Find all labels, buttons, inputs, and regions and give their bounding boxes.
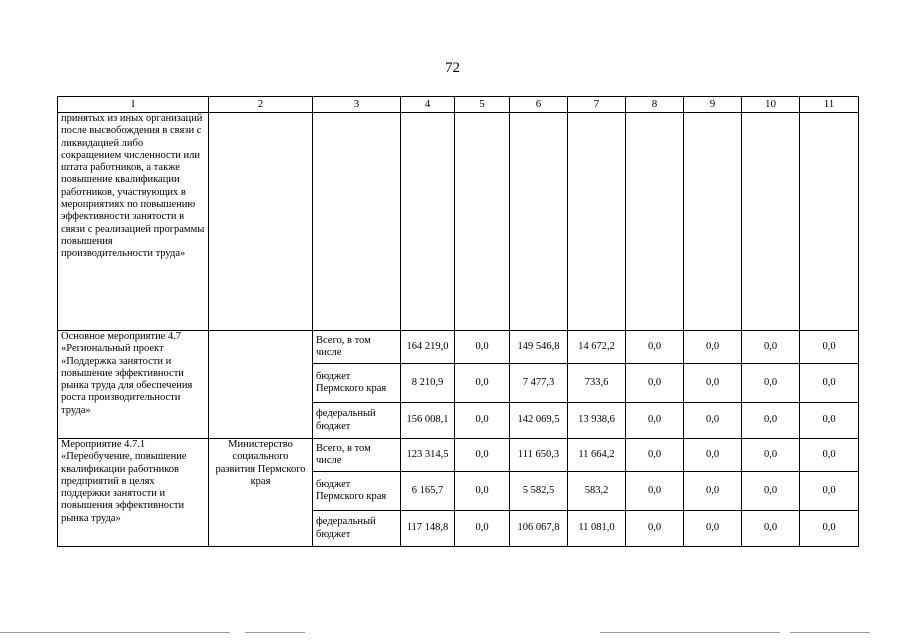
activity-name-cell: Мероприятие 4.7.1 «Переобучение, повышение квалификации работников предприятий в целях поддержки занятости и повышения эффективности рынка труда» [58,439,209,547]
budget-table [57,96,859,547]
value-cell: 11 081,0 [568,511,626,547]
value-cell: 0,0 [626,511,684,547]
empty-cell [401,113,455,331]
value-cell: 0,0 [626,331,684,364]
header-cell: 3 [313,97,401,113]
funding-source-cell: федеральный бюджет [313,511,401,547]
scan-edge-line [600,632,780,633]
value-cell: 0,0 [800,364,859,403]
value-cell: 0,0 [742,331,800,364]
scan-edge-line [0,632,230,633]
funding-source-cell: федеральный бюджет [313,403,401,439]
value-cell: 0,0 [684,331,742,364]
value-cell: 142 069,5 [510,403,568,439]
value-cell: 0,0 [626,364,684,403]
executor-cell [209,331,313,439]
header-cell: 8 [626,97,684,113]
value-cell: 0,0 [742,511,800,547]
value-cell: 0,0 [800,511,859,547]
header-cell: 1 [58,97,209,113]
value-cell: 13 938,6 [568,403,626,439]
empty-cell [209,113,313,331]
value-cell: 0,0 [626,403,684,439]
value-cell: 0,0 [684,511,742,547]
value-cell: 583,2 [568,472,626,511]
scan-edge-line [245,632,305,633]
value-cell: 0,0 [800,472,859,511]
value-cell: 0,0 [626,472,684,511]
value-cell: 0,0 [455,439,510,472]
funding-source-cell: Всего, в том числе [313,439,401,472]
header-cell: 2 [209,97,313,113]
page-number: 72 [445,60,460,76]
value-cell: 0,0 [684,439,742,472]
value-cell: 149 546,8 [510,331,568,364]
value-cell: 0,0 [742,472,800,511]
empty-cell [626,113,684,331]
value-cell: 0,0 [742,403,800,439]
value-cell: 117 148,8 [401,511,455,547]
value-cell: 7 477,3 [510,364,568,403]
value-cell: 123 314,5 [401,439,455,472]
header-cell: 5 [455,97,510,113]
empty-cell [510,113,568,331]
value-cell: 164 219,0 [401,331,455,364]
value-cell: 0,0 [455,364,510,403]
funding-source-cell: Всего, в том числе [313,331,401,364]
value-cell: 0,0 [800,331,859,364]
value-cell: 156 008,1 [401,403,455,439]
value-cell: 0,0 [742,364,800,403]
header-cell: 6 [510,97,568,113]
value-cell: 0,0 [684,403,742,439]
value-cell: 0,0 [455,403,510,439]
value-cell: 111 650,3 [510,439,568,472]
value-cell: 5 582,5 [510,472,568,511]
funding-source-cell: бюджет Пермского края [313,472,401,511]
value-cell: 733,6 [568,364,626,403]
empty-cell [455,113,510,331]
scan-edge-line [790,632,870,633]
value-cell: 0,0 [684,364,742,403]
header-cell: 7 [568,97,626,113]
value-cell: 0,0 [455,331,510,364]
value-cell: 106 067,8 [510,511,568,547]
header-row [58,97,859,113]
empty-cell [313,113,401,331]
empty-cell [684,113,742,331]
empty-cell [800,113,859,331]
value-cell: 0,0 [800,439,859,472]
value-cell: 0,0 [455,472,510,511]
table-row [58,439,859,472]
continuation-text-cell: принятых из иных организаций после высвобождения в связи с ликвидацией либо сокращением численности или штата работников, а также повышение квалификации работников, участвующих в мероприятиях по повышению эффективности занятости в связи с реализацией программы повышения производительности труда» [58,113,209,331]
value-cell: 0,0 [800,403,859,439]
table-row [58,331,859,364]
value-cell: 6 165,7 [401,472,455,511]
header-cell: 9 [684,97,742,113]
value-cell: 14 672,2 [568,331,626,364]
empty-cell [742,113,800,331]
value-cell: 0,0 [742,439,800,472]
header-cell: 4 [401,97,455,113]
table-row [58,113,859,331]
executor-cell: Министерство социального развития Пермского края [209,439,313,547]
value-cell: 11 664,2 [568,439,626,472]
value-cell: 0,0 [626,439,684,472]
value-cell: 0,0 [684,472,742,511]
empty-cell [568,113,626,331]
value-cell: 8 210,9 [401,364,455,403]
activity-name-cell: Основное мероприятие 4.7 «Региональный проект «Поддержка занятости и повышение эффективности рынка труда для обеспечения роста производительности труда» [58,331,209,439]
value-cell: 0,0 [455,511,510,547]
header-cell: 10 [742,97,800,113]
scan-edge-lines [0,632,905,634]
header-cell: 11 [800,97,859,113]
funding-source-cell: бюджет Пермского края [313,364,401,403]
